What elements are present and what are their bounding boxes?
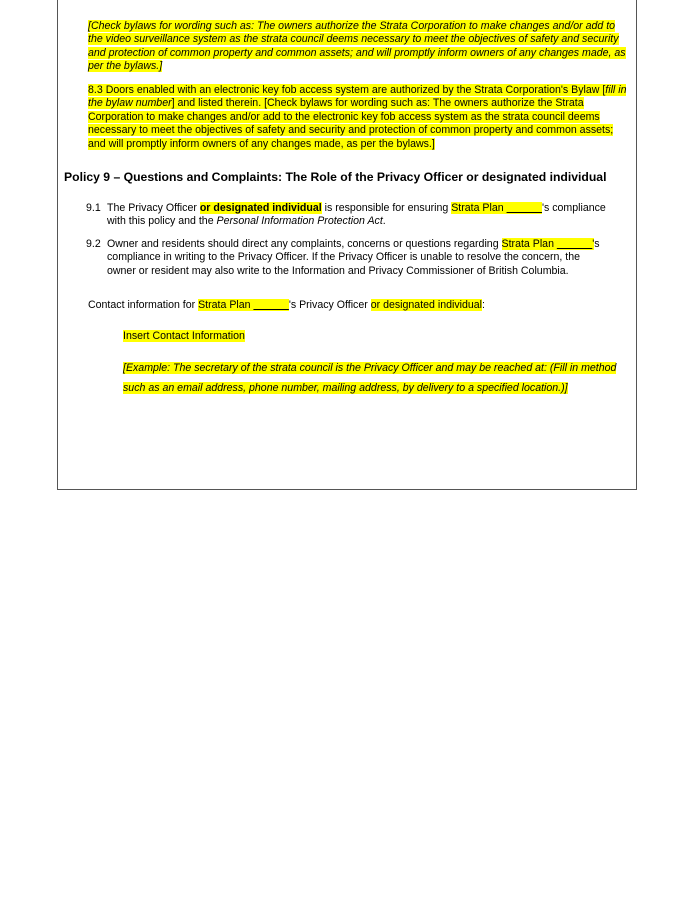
bylaw-note-text: [Check bylaws for wording such as: The owners authorize the Strata Corporation to make changes and/or add to the video surveillance system as the strata council deems necessary to meet the objectives of safety and security and protection of common property and common assets; and will promptly inform owners of any changes made, as per the bylaws.] (88, 20, 626, 73)
policy-9-heading: Policy 9 – Questions and Complaints: The Role of the Privacy Officer or designated individual (64, 170, 607, 184)
item-body: Owner and residents should direct any complaints, concerns or questions regarding Strata Plan ______'s compliance in writing to the Privacy Officer. If the Privacy Officer is unable to resolve the concern, the owner or resident may also write to the Information and Privacy Commissioner of British Columbia. (107, 238, 600, 277)
item-number: 8.3 (88, 84, 103, 96)
item-9-2 (86, 238, 606, 278)
item-8-3: 8.3 Doors enabled with an electronic key fob access system are authorized by the Strata Corporation's Bylaw [fill in the bylaw number] and listed therein. [Check bylaws for wording such as: The owners authorize the Strata Corporation to make changes and/or add to the electronic key fob access system as the strata council deems necessary to meet the objectives of safety and security and protection of common property and common assets; and will promptly inform owners of any changes made, as per the bylaws.] (88, 84, 627, 150)
insert-contact-placeholder: Insert Contact Information (123, 330, 245, 342)
item-number: 9.2 (86, 238, 101, 250)
contact-info-line: Contact information for Strata Plan ______'s Privacy Officer or designated individual: (88, 299, 485, 311)
item-number: 9.1 (86, 202, 101, 214)
contact-example-paragraph: [Example: The secretary of the strata council is the Privacy Officer and may be reached at: (Fill in method such as an email address, phone number, mailing address, by delivery to a specified location.)] (123, 362, 617, 394)
bylaw-note-paragraph (88, 20, 628, 74)
item-9-1 (86, 202, 626, 229)
item-body: The Privacy Officer or designated individual is responsible for ensuring Strata Plan ______'s compliance with this policy and the Personal Information Protection Act. (107, 202, 606, 228)
